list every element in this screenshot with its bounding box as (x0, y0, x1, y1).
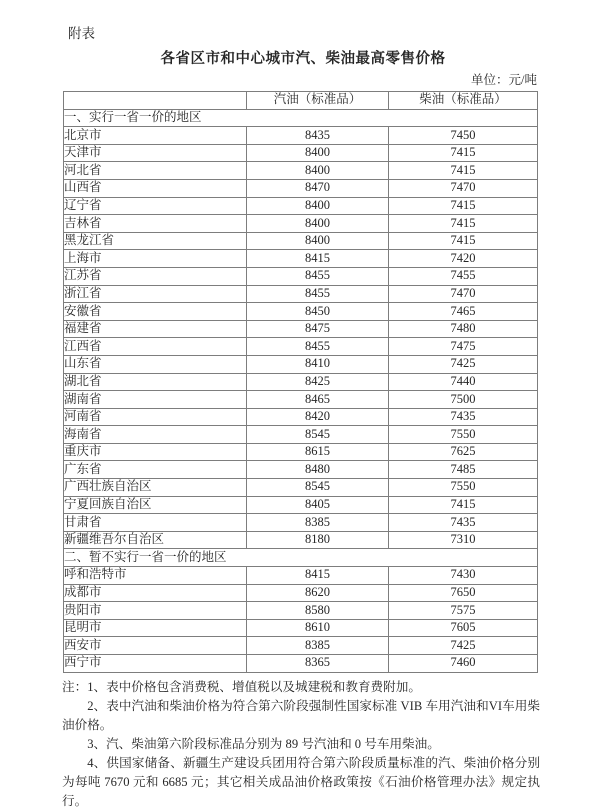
unit-label: 单位：元/吨 (471, 73, 537, 87)
cell-region: 广西壮族自治区 (64, 479, 247, 497)
table-row (64, 215, 538, 233)
note-1: 注：1、表中价格包含消费税、增值税以及城建税和教育费附加。 (62, 679, 421, 694)
cell-region: 河南省 (64, 408, 247, 426)
table-row (64, 408, 538, 426)
cell-diesel: 7310 (389, 531, 538, 549)
cell-region: 成都市 (64, 584, 247, 602)
table-row (64, 127, 538, 145)
cell-region: 重庆市 (64, 443, 247, 461)
cell-gasoline: 8470 (247, 179, 389, 197)
cell-gasoline: 8400 (247, 162, 389, 180)
table-row (64, 443, 538, 461)
table-row (64, 461, 538, 479)
cell-region: 广东省 (64, 461, 247, 479)
cell-gasoline: 8415 (247, 567, 389, 585)
table-row (64, 373, 538, 391)
cell-diesel: 7550 (389, 426, 538, 444)
column-header-gasoline: 汽油（标准品） (247, 92, 389, 110)
cell-gasoline: 8400 (247, 144, 389, 162)
appendix-label: 附表 (68, 26, 95, 41)
cell-diesel: 7605 (389, 619, 538, 637)
cell-gasoline: 8620 (247, 584, 389, 602)
column-header-region (64, 92, 247, 110)
cell-diesel: 7440 (389, 373, 538, 391)
section-header: 二、暂不实行一省一价的地区 (64, 549, 538, 567)
cell-region: 江苏省 (64, 267, 247, 285)
cell-diesel: 7435 (389, 408, 538, 426)
cell-gasoline: 8455 (247, 267, 389, 285)
table-row (64, 267, 538, 285)
cell-gasoline: 8615 (247, 443, 389, 461)
price-table (63, 91, 538, 673)
table-row (64, 584, 538, 602)
table-row (64, 355, 538, 373)
cell-diesel: 7425 (389, 637, 538, 655)
cell-gasoline: 8420 (247, 408, 389, 426)
cell-gasoline: 8405 (247, 496, 389, 514)
cell-region: 湖北省 (64, 373, 247, 391)
page-title: 各省区市和中心城市汽、柴油最高零售价格 (160, 51, 446, 67)
cell-gasoline: 8545 (247, 479, 389, 497)
note-4: 4、供国家储备、新疆生产建设兵团用符合第六阶段质量标准的汽、柴油价格分别为每吨 7670 元和 6685 元；其它相关成品油价格政策按《石油价格管理办法》规定执行。 (62, 755, 540, 808)
cell-gasoline: 8425 (247, 373, 389, 391)
cell-region: 山东省 (64, 355, 247, 373)
cell-gasoline: 8450 (247, 303, 389, 321)
table-row (64, 285, 538, 303)
section-header-row (64, 549, 538, 567)
table-row (64, 514, 538, 532)
table-row (64, 232, 538, 250)
cell-region: 西宁市 (64, 655, 247, 673)
cell-gasoline: 8400 (247, 215, 389, 233)
cell-region: 辽宁省 (64, 197, 247, 215)
price-table-body (64, 109, 538, 672)
cell-diesel: 7470 (389, 179, 538, 197)
table-row (64, 303, 538, 321)
cell-diesel: 7650 (389, 584, 538, 602)
table-row (64, 637, 538, 655)
cell-gasoline: 8610 (247, 619, 389, 637)
table-row (64, 602, 538, 620)
table-row (64, 162, 538, 180)
cell-gasoline: 8385 (247, 637, 389, 655)
cell-region: 江西省 (64, 338, 247, 356)
cell-diesel: 7455 (389, 267, 538, 285)
cell-region: 海南省 (64, 426, 247, 444)
cell-diesel: 7430 (389, 567, 538, 585)
table-row (64, 655, 538, 673)
cell-gasoline: 8455 (247, 338, 389, 356)
cell-diesel: 7415 (389, 144, 538, 162)
cell-gasoline: 8580 (247, 602, 389, 620)
table-header-row (64, 92, 538, 110)
cell-gasoline: 8385 (247, 514, 389, 532)
table-row (64, 144, 538, 162)
cell-diesel: 7415 (389, 197, 538, 215)
cell-gasoline: 8400 (247, 197, 389, 215)
cell-region: 黑龙江省 (64, 232, 247, 250)
cell-diesel: 7625 (389, 443, 538, 461)
cell-gasoline: 8415 (247, 250, 389, 268)
cell-region: 昆明市 (64, 619, 247, 637)
table-row (64, 179, 538, 197)
cell-diesel: 7500 (389, 391, 538, 409)
cell-region: 新疆维吾尔自治区 (64, 531, 247, 549)
table-row (64, 567, 538, 585)
cell-region: 宁夏回族自治区 (64, 496, 247, 514)
cell-diesel: 7435 (389, 514, 538, 532)
cell-region: 湖南省 (64, 391, 247, 409)
cell-region: 贵阳市 (64, 602, 247, 620)
cell-region: 山西省 (64, 179, 247, 197)
cell-diesel: 7415 (389, 232, 538, 250)
table-row (64, 496, 538, 514)
column-header-diesel: 柴油（标准品） (389, 92, 538, 110)
cell-region: 吉林省 (64, 215, 247, 233)
cell-diesel: 7415 (389, 162, 538, 180)
cell-diesel: 7550 (389, 479, 538, 497)
cell-diesel: 7475 (389, 338, 538, 356)
cell-diesel: 7575 (389, 602, 538, 620)
cell-diesel: 7420 (389, 250, 538, 268)
table-row (64, 619, 538, 637)
cell-gasoline: 8400 (247, 232, 389, 250)
cell-region: 天津市 (64, 144, 247, 162)
cell-region: 北京市 (64, 127, 247, 145)
cell-diesel: 7465 (389, 303, 538, 321)
table-row (64, 391, 538, 409)
cell-region: 河北省 (64, 162, 247, 180)
cell-gasoline: 8475 (247, 320, 389, 338)
cell-region: 福建省 (64, 320, 247, 338)
cell-diesel: 7415 (389, 496, 538, 514)
cell-region: 浙江省 (64, 285, 247, 303)
table-row (64, 338, 538, 356)
cell-diesel: 7415 (389, 215, 538, 233)
cell-gasoline: 8480 (247, 461, 389, 479)
table-row (64, 479, 538, 497)
cell-diesel: 7470 (389, 285, 538, 303)
cell-gasoline: 8435 (247, 127, 389, 145)
note-3: 3、汽、柴油第六阶段标准品分别为 89 号汽油和 0 号车用柴油。 (87, 736, 440, 751)
table-row (64, 250, 538, 268)
table-row (64, 320, 538, 338)
table-row (64, 426, 538, 444)
section-header-row (64, 109, 538, 127)
table-row (64, 197, 538, 215)
table-row (64, 531, 538, 549)
cell-diesel: 7485 (389, 461, 538, 479)
note-2: 2、表中汽油和柴油价格为符合第六阶段强制性国家标准 VIB 车用汽油和VI车用柴油价格。 (62, 698, 540, 732)
cell-gasoline: 8545 (247, 426, 389, 444)
cell-diesel: 7480 (389, 320, 538, 338)
notes (62, 678, 540, 811)
cell-diesel: 7460 (389, 655, 538, 673)
cell-diesel: 7450 (389, 127, 538, 145)
cell-region: 甘肃省 (64, 514, 247, 532)
cell-gasoline: 8365 (247, 655, 389, 673)
cell-region: 上海市 (64, 250, 247, 268)
cell-region: 呼和浩特市 (64, 567, 247, 585)
cell-region: 安徽省 (64, 303, 247, 321)
cell-gasoline: 8465 (247, 391, 389, 409)
section-header: 一、实行一省一价的地区 (64, 109, 538, 127)
cell-diesel: 7425 (389, 355, 538, 373)
cell-gasoline: 8410 (247, 355, 389, 373)
cell-region: 西安市 (64, 637, 247, 655)
cell-gasoline: 8455 (247, 285, 389, 303)
cell-gasoline: 8180 (247, 531, 389, 549)
